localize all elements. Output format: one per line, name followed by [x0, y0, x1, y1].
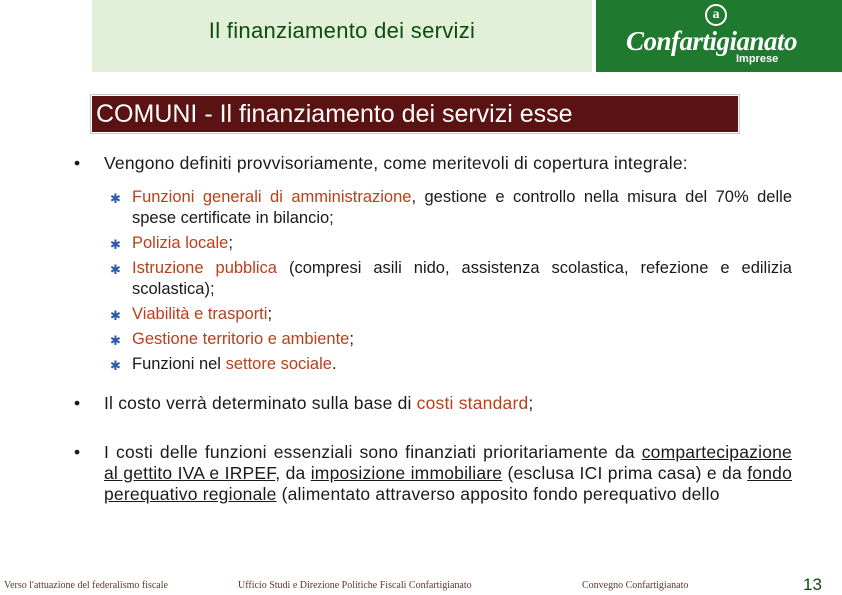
sub-bullet-icon: ✱: [110, 191, 121, 206]
sub-list: [74, 187, 792, 375]
sub-item: [110, 233, 792, 254]
sub-bullet-icon: ✱: [110, 237, 121, 252]
sub-item-highlight: settore sociale: [225, 355, 332, 373]
bullet-item: [74, 442, 792, 505]
bullet-text: Il costo verrà determinato sulla base di: [104, 393, 417, 413]
sub-item-highlight: Polizia locale: [132, 234, 229, 252]
bullet-text: (alimentato attraverso apposito fondo perequativo dello: [276, 484, 720, 504]
footer: [0, 577, 842, 595]
sub-item-text: ;: [349, 330, 354, 348]
sub-item-highlight: Funzioni generali di amministrazione: [132, 188, 412, 206]
slide-title: Il finanziamento dei servizi: [208, 18, 476, 43]
sub-item-text: ;: [228, 234, 233, 252]
sub-item-text: .: [331, 355, 337, 373]
bullet-icon: •: [74, 393, 81, 413]
sub-item: [110, 304, 792, 325]
sub-item-highlight: Viabilità e trasporti: [132, 305, 268, 323]
sub-bullet-icon: ✱: [110, 358, 121, 373]
bullet-text: , da: [275, 463, 311, 483]
footer-right: Convegno Confartigianato: [582, 580, 689, 591]
bullet-text: Vengono definiti provvisoriamente, come meritevoli di copertura integrale:: [104, 153, 688, 173]
footer-left: Verso l'attuazione del federalismo fiscale: [4, 580, 168, 591]
footer-center: Ufficio Studi e Direzione Politiche Fiscali Confartigianato: [238, 580, 472, 591]
bullet-icon: •: [74, 442, 81, 462]
bullet-item: [74, 153, 792, 174]
sub-item-text: , gestione e controllo nella misura del 70% delle spese certificate in bilancio;: [132, 188, 792, 227]
bullet-underlined: fondo perequativo regionale: [104, 463, 792, 504]
sub-item: [110, 329, 792, 350]
bullet-icon: •: [74, 153, 81, 173]
section-title-bar: [92, 96, 738, 132]
sub-bullet-icon: ✱: [110, 262, 121, 277]
logo: [596, 0, 842, 72]
bullet-underlined: imposizione immobiliare: [310, 463, 503, 483]
bullet-underlined: compartecipazione al gettito IVA e IRPEF: [104, 442, 792, 483]
sub-item-prefix: Funzioni nel: [132, 355, 226, 373]
logo-name: Confartigianato: [626, 26, 798, 56]
bullet-item: [74, 393, 792, 414]
sub-item: [110, 187, 792, 229]
bullet-text: (esclusa ICI prima casa) e da: [502, 463, 748, 483]
logo-sub: Imprese: [736, 53, 779, 65]
bullet-text-end: ;: [528, 393, 534, 413]
sub-item-text: (compresi asili nido, assistenza scolastica, refezione e edilizia scolastica);: [132, 259, 792, 298]
logo-circle-icon: a: [705, 4, 727, 26]
sub-item: [110, 354, 792, 375]
sub-bullet-icon: ✱: [110, 308, 121, 323]
sub-bullet-icon: ✱: [110, 333, 121, 348]
page-number: 13: [803, 575, 822, 594]
slide-content: [74, 153, 792, 505]
sub-item-highlight: Gestione territorio e ambiente: [132, 330, 350, 348]
sub-item: [110, 258, 792, 300]
bullet-highlight: costi standard: [416, 393, 529, 413]
section-title: COMUNI - Il finanziamento dei servizi esse: [96, 100, 573, 128]
bullet-text: I costi delle funzioni essenziali sono finanziati prioritariamente da: [104, 442, 642, 462]
sub-item-text: ;: [267, 305, 273, 323]
sub-item-highlight: Istruzione pubblica: [132, 259, 277, 277]
